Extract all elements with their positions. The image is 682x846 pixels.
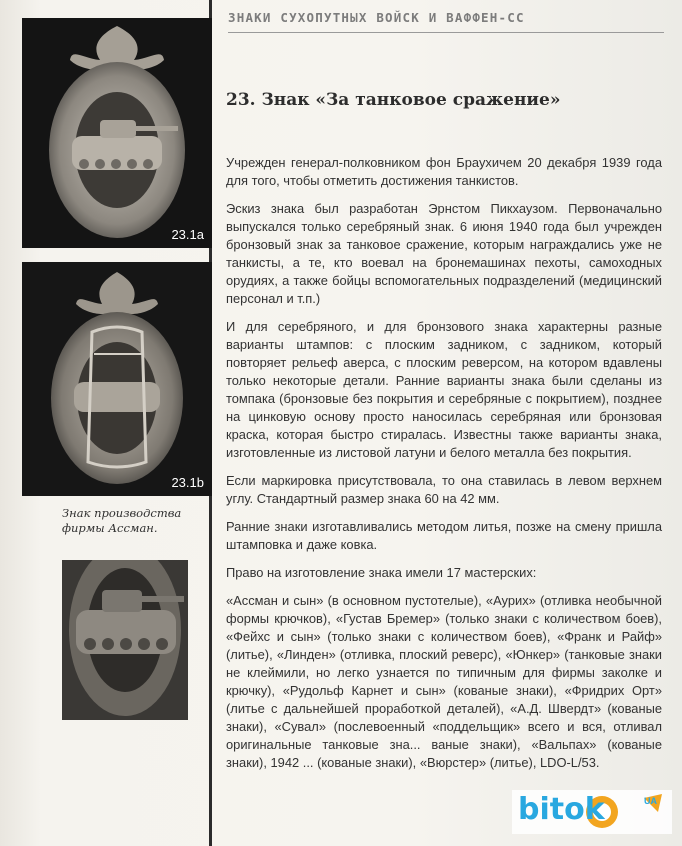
bitok-wordmark xyxy=(518,792,605,827)
header-rule xyxy=(228,32,664,33)
running-header: ЗНАКИ СУХОПУТНЫХ ВОЙСК И ВАФФЕН-СС xyxy=(228,10,525,25)
bitok-watermark xyxy=(512,790,672,834)
figure-label-b: 23.1b xyxy=(171,475,204,490)
paragraph: Если маркировка присутствовала, то она ставилась в левом верхнем углу. Стандартный размер знака 60 на 42 мм. xyxy=(226,473,662,506)
paragraph: Ранние знаки изготавливались методом литья, позже на смену пришла штамповка и даже ковка. xyxy=(226,519,662,552)
article-title: 23. Знак «За танковое сражение» xyxy=(226,90,561,110)
badge-reverse-image xyxy=(22,262,212,496)
badge-photo-reverse xyxy=(22,262,212,496)
badge-photo-front xyxy=(22,18,212,248)
paragraph: Учрежден генерал-полковником фон Браухичем 20 декабря 1939 года для того, чтобы отметить достижения танкистов. xyxy=(226,155,662,188)
badge-photo-assmann xyxy=(62,560,188,720)
figure-label-a: 23.1a xyxy=(171,227,204,242)
paragraph: И для серебряного, и для бронзового знака характерны разные варианты штампов: с плоским задником, с задником, который повторяет рельеф аверса, с плоским реверсом, на котором вдавлены только некоторые детали. Ранние варианты знака были сделаны из томпака (бронзовые без покрытия и серебряные с покрытием), позднее на цинковую основу просто наносилась серебряная или бронзовая краска, которая быстро стиралась. Известны также варианты знака, изготовленные из листовой латуни и белого металла без покрытия. xyxy=(226,319,662,460)
paragraph: Право на изготовление знака имели 17 мастерских: xyxy=(226,565,537,580)
figure-caption: Знак производства фирмы Ассман. xyxy=(62,506,182,535)
bitok-text: bitok xyxy=(518,792,605,827)
badge-assmann-image xyxy=(62,560,188,720)
badge-front-image xyxy=(22,18,212,248)
paragraph: «Ассман и сын» (в основном пустотелые), «Аурих» (отливка необычной формы крючков), «Густав Бремер» (только знаки с количеством боев), «Фейхс и сын» (только знаки с количеством боев), «Франк и Райф» (литье), «Линден» (отливка, плоский реверс), «Юнкер» (танковые знаки не клеймили, но легко узнается по типичным для фирмы заколке и крючку), «Рудольф Карнет и сын» (кованые знаки), «Фридрих Орт» (литье с дальнейшей проработкой деталей), «А.Д. Швердт» (кованые знаки), «Сувал» (послевоенный «поддельщик» всего и вся, отливал оригинальные танковые зна... ваные знаки), «Вальпах» (кованые знаки), 1942 ... (кованые знаки), «Вюрстер» (литье), LDO-L/53. xyxy=(226,593,662,770)
article-body xyxy=(226,154,662,782)
paragraph: Эскиз знака был разработан Эрнстом Пикхаузом. Первоначально выпускался только серебряный знак. 6 июня 1940 года был учрежден бронзовый знак за танковое сражение, которым награждались уже не танкисты, а те, кто воевал на бронемашинах пехоты, самоходных орудиях, а также бойцы вспомогательных подразделений (медицинский персонал и т.п.) xyxy=(226,201,662,306)
bitok-sub: UA xyxy=(644,796,657,806)
